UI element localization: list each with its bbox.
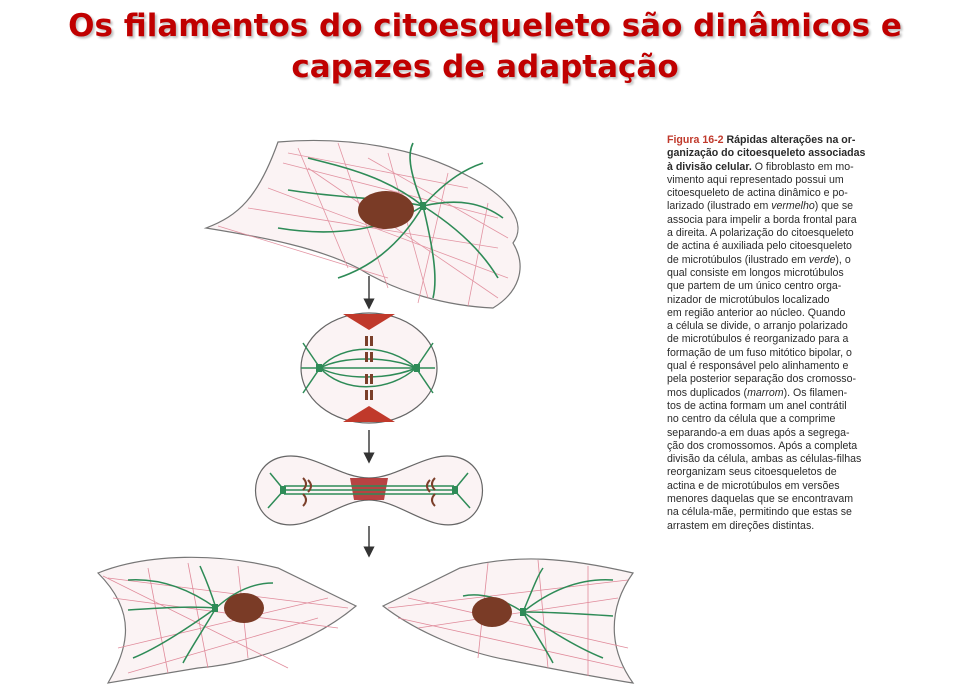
caption-line: [667, 161, 917, 174]
figure-title-part: à divisão celular.: [667, 160, 752, 173]
caption-line: formação de um fuso mitótico bipolar, o: [667, 346, 852, 359]
caption-line: actina e de microtúbulos em versões: [667, 479, 840, 492]
spindle-pole-right: [414, 364, 420, 372]
stage-2-mitotic-cell: [301, 313, 437, 423]
stage-3-cytokinesis: [256, 456, 483, 525]
caption-line: na célula-mãe, permitindo que estas se: [667, 506, 852, 519]
caption-line: separando-a em duas após a segrega-: [667, 426, 850, 439]
centrosome-left: [212, 604, 218, 612]
caption-line: de actina é auxiliada pelo citoesqueleto: [667, 240, 852, 253]
pole-left: [280, 486, 286, 494]
caption-line: vimento aqui representado possui um: [667, 173, 844, 186]
caption-emphasis: vermelho: [771, 200, 815, 213]
caption-text: mos duplicados (: [667, 386, 748, 399]
caption-line: de microtúbulos é reorganizado para a: [667, 333, 849, 346]
nucleus: [358, 191, 414, 229]
daughter-cell-right: [383, 559, 633, 683]
daughter-cell-left-outline: [98, 557, 356, 683]
caption-line: ção dos cromossomos. Após a completa: [667, 439, 858, 452]
caption-text: ), o: [835, 253, 851, 266]
figure-caption: [667, 134, 917, 533]
caption-text: de microtúbulos (ilustrado em: [667, 253, 809, 266]
figure-number: Figura 16-2: [667, 134, 724, 146]
caption-line: tos de actina formam um anel contrátil: [667, 399, 847, 412]
caption-text: ) que se: [814, 200, 854, 213]
slide-title-line-1: Os filamentos do citoesqueleto são dinâmicos e: [68, 8, 902, 44]
slide-title-line-2: capazes de adaptação: [291, 49, 679, 85]
caption-line: [667, 254, 917, 267]
caption-line: [667, 387, 917, 400]
caption-line: que partem de um único centro orga-: [667, 280, 842, 293]
caption-line: [667, 200, 917, 213]
fibroblast-outline: [206, 140, 520, 308]
cell-division-illustration: [88, 128, 648, 692]
figure-title-part: ganização do citoesqueleto associadas: [667, 147, 866, 160]
caption-line: [667, 134, 917, 147]
cell-division-figure: [88, 128, 648, 692]
caption-line: a direita. A polarização do citoesqueleto: [667, 227, 854, 240]
nucleus-left: [224, 593, 264, 623]
caption-text: larizado (ilustrado em: [667, 200, 772, 213]
figure-title-part: Rápidas alterações na or-: [726, 134, 856, 146]
caption-line: menores daquelas que se encontravam: [667, 493, 854, 506]
caption-emphasis: verde: [808, 253, 836, 266]
slide-title: [0, 6, 970, 88]
caption-text: O fibroblasto em mo-: [754, 160, 854, 173]
contractile-ring: [350, 478, 388, 500]
caption-line: qual é responsável pelo alinhamento e: [667, 360, 849, 373]
caption-line: no centro da célula que a comprime: [667, 413, 836, 426]
caption-line: a célula se divide, o arranjo polarizado: [667, 320, 848, 333]
centrosome-right: [520, 608, 526, 616]
caption-line: qual consiste em longos microtúbulos: [667, 266, 844, 279]
daughter-cell-left: [98, 557, 356, 683]
pole-right: [452, 486, 458, 494]
caption-line: pela posterior separação dos cromosso-: [667, 373, 857, 386]
caption-line: divisão da célula, ambas as células-filhas: [667, 453, 862, 466]
caption-line: arrastem em direções distintas.: [667, 519, 815, 532]
caption-line: em região anterior ao núcleo. Quando: [667, 306, 846, 319]
caption-line: reorganizam seus citoesqueletos de: [667, 466, 837, 479]
centrosome: [420, 202, 426, 210]
caption-text: ). Os filamen-: [783, 386, 848, 399]
stage-1-migrating-fibroblast: [206, 140, 520, 308]
nucleus-right: [472, 597, 512, 627]
caption-line: citoesqueleto de actina dinâmico e po-: [667, 187, 848, 200]
spindle-pole-left: [316, 364, 322, 372]
caption-emphasis: marrom: [747, 386, 784, 399]
caption-line: associa para impelir a borda frontal para: [667, 213, 857, 226]
caption-line: nizador de microtúbulos localizado: [667, 293, 830, 306]
